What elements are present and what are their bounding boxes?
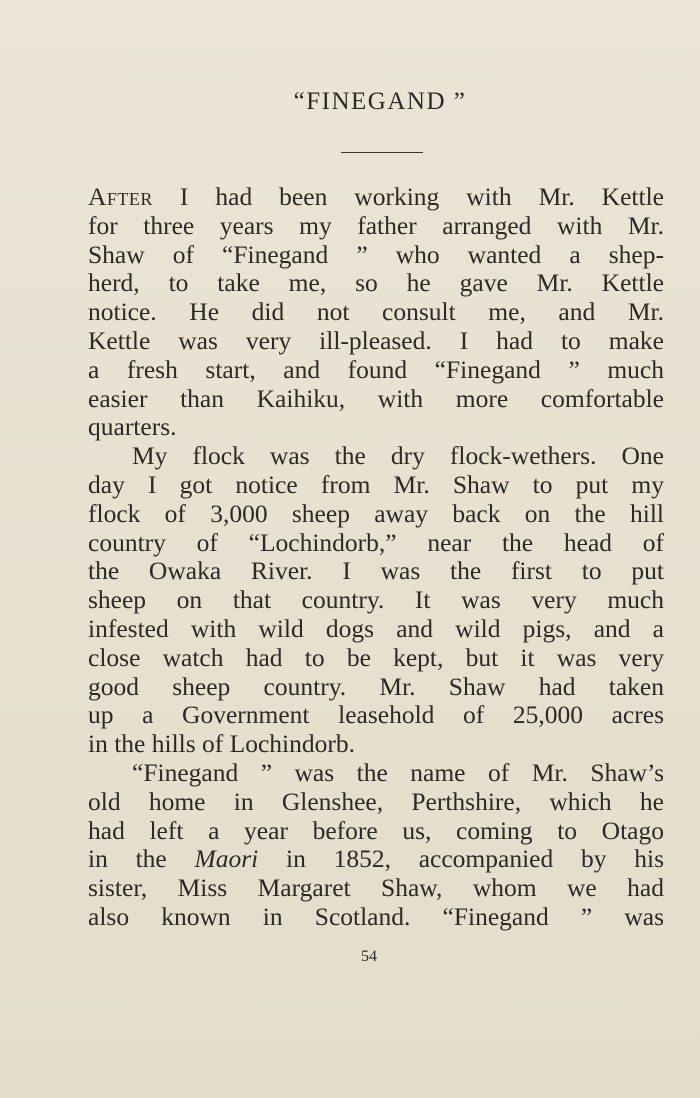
text-line: also known in Scotland. “Finegand ” was bbox=[88, 901, 664, 931]
body-text bbox=[88, 183, 664, 932]
text-line: close watch had to be kept, but it was very bbox=[88, 642, 664, 672]
page-number: 54 bbox=[361, 948, 377, 965]
text-line: a fresh start, and found “Finegand ” much bbox=[88, 354, 664, 384]
text-line: sheep on that country. It was very much bbox=[88, 585, 664, 615]
text-line: old home in Glenshee, Perthshire, which he bbox=[88, 786, 664, 816]
text-line: Kettle was very ill-pleased. I had to make bbox=[88, 325, 664, 355]
text-line: day I got notice from Mr. Shaw to put my bbox=[88, 469, 664, 499]
text-line: Shaw of “Finegand ” who wanted a shep- bbox=[88, 239, 664, 269]
text-line: good sheep country. Mr. Shaw had taken bbox=[88, 671, 664, 701]
text-line: the Owaka River. I was the first to put bbox=[88, 556, 664, 586]
text-line: easier than Kaihiku, with more comfortable bbox=[88, 383, 664, 413]
text-line: infested with wild dogs and wild pigs, and a bbox=[88, 613, 664, 643]
text-line: After I had been working with Mr. Kettle bbox=[88, 182, 664, 211]
text-line: flock of 3,000 sheep away back on the hill bbox=[88, 498, 664, 528]
chapter-title: “FINEGAND ” bbox=[293, 88, 467, 115]
text-line: for three years my father arranged with Mr. bbox=[88, 210, 664, 240]
text-line: notice. He did not consult me, and Mr. bbox=[88, 297, 664, 327]
text-line: up a Government leasehold of 25,000 acres bbox=[88, 700, 664, 730]
text-line: herd, to take me, so he gave Mr. Kettle bbox=[88, 268, 664, 298]
text-line: in the Maori in 1852, accompanied by his bbox=[88, 844, 664, 874]
title-rule bbox=[341, 152, 423, 153]
text-line: My flock was the dry flock-wethers. One bbox=[132, 441, 664, 471]
drop-word: After bbox=[88, 182, 153, 211]
ship-name: Maori bbox=[194, 844, 259, 874]
text-line: sister, Miss Margaret Shaw, whom we had bbox=[88, 873, 664, 903]
text-line: in the hills of Lochindorb. bbox=[88, 729, 356, 759]
text-line: had left a year before us, coming to Otago bbox=[88, 815, 664, 845]
text-line: quarters. bbox=[88, 412, 177, 442]
text-line: country of “Lochindorb,” near the head of bbox=[88, 527, 664, 557]
text-line: “Finegand ” was the name of Mr. Shaw’s bbox=[132, 757, 664, 787]
